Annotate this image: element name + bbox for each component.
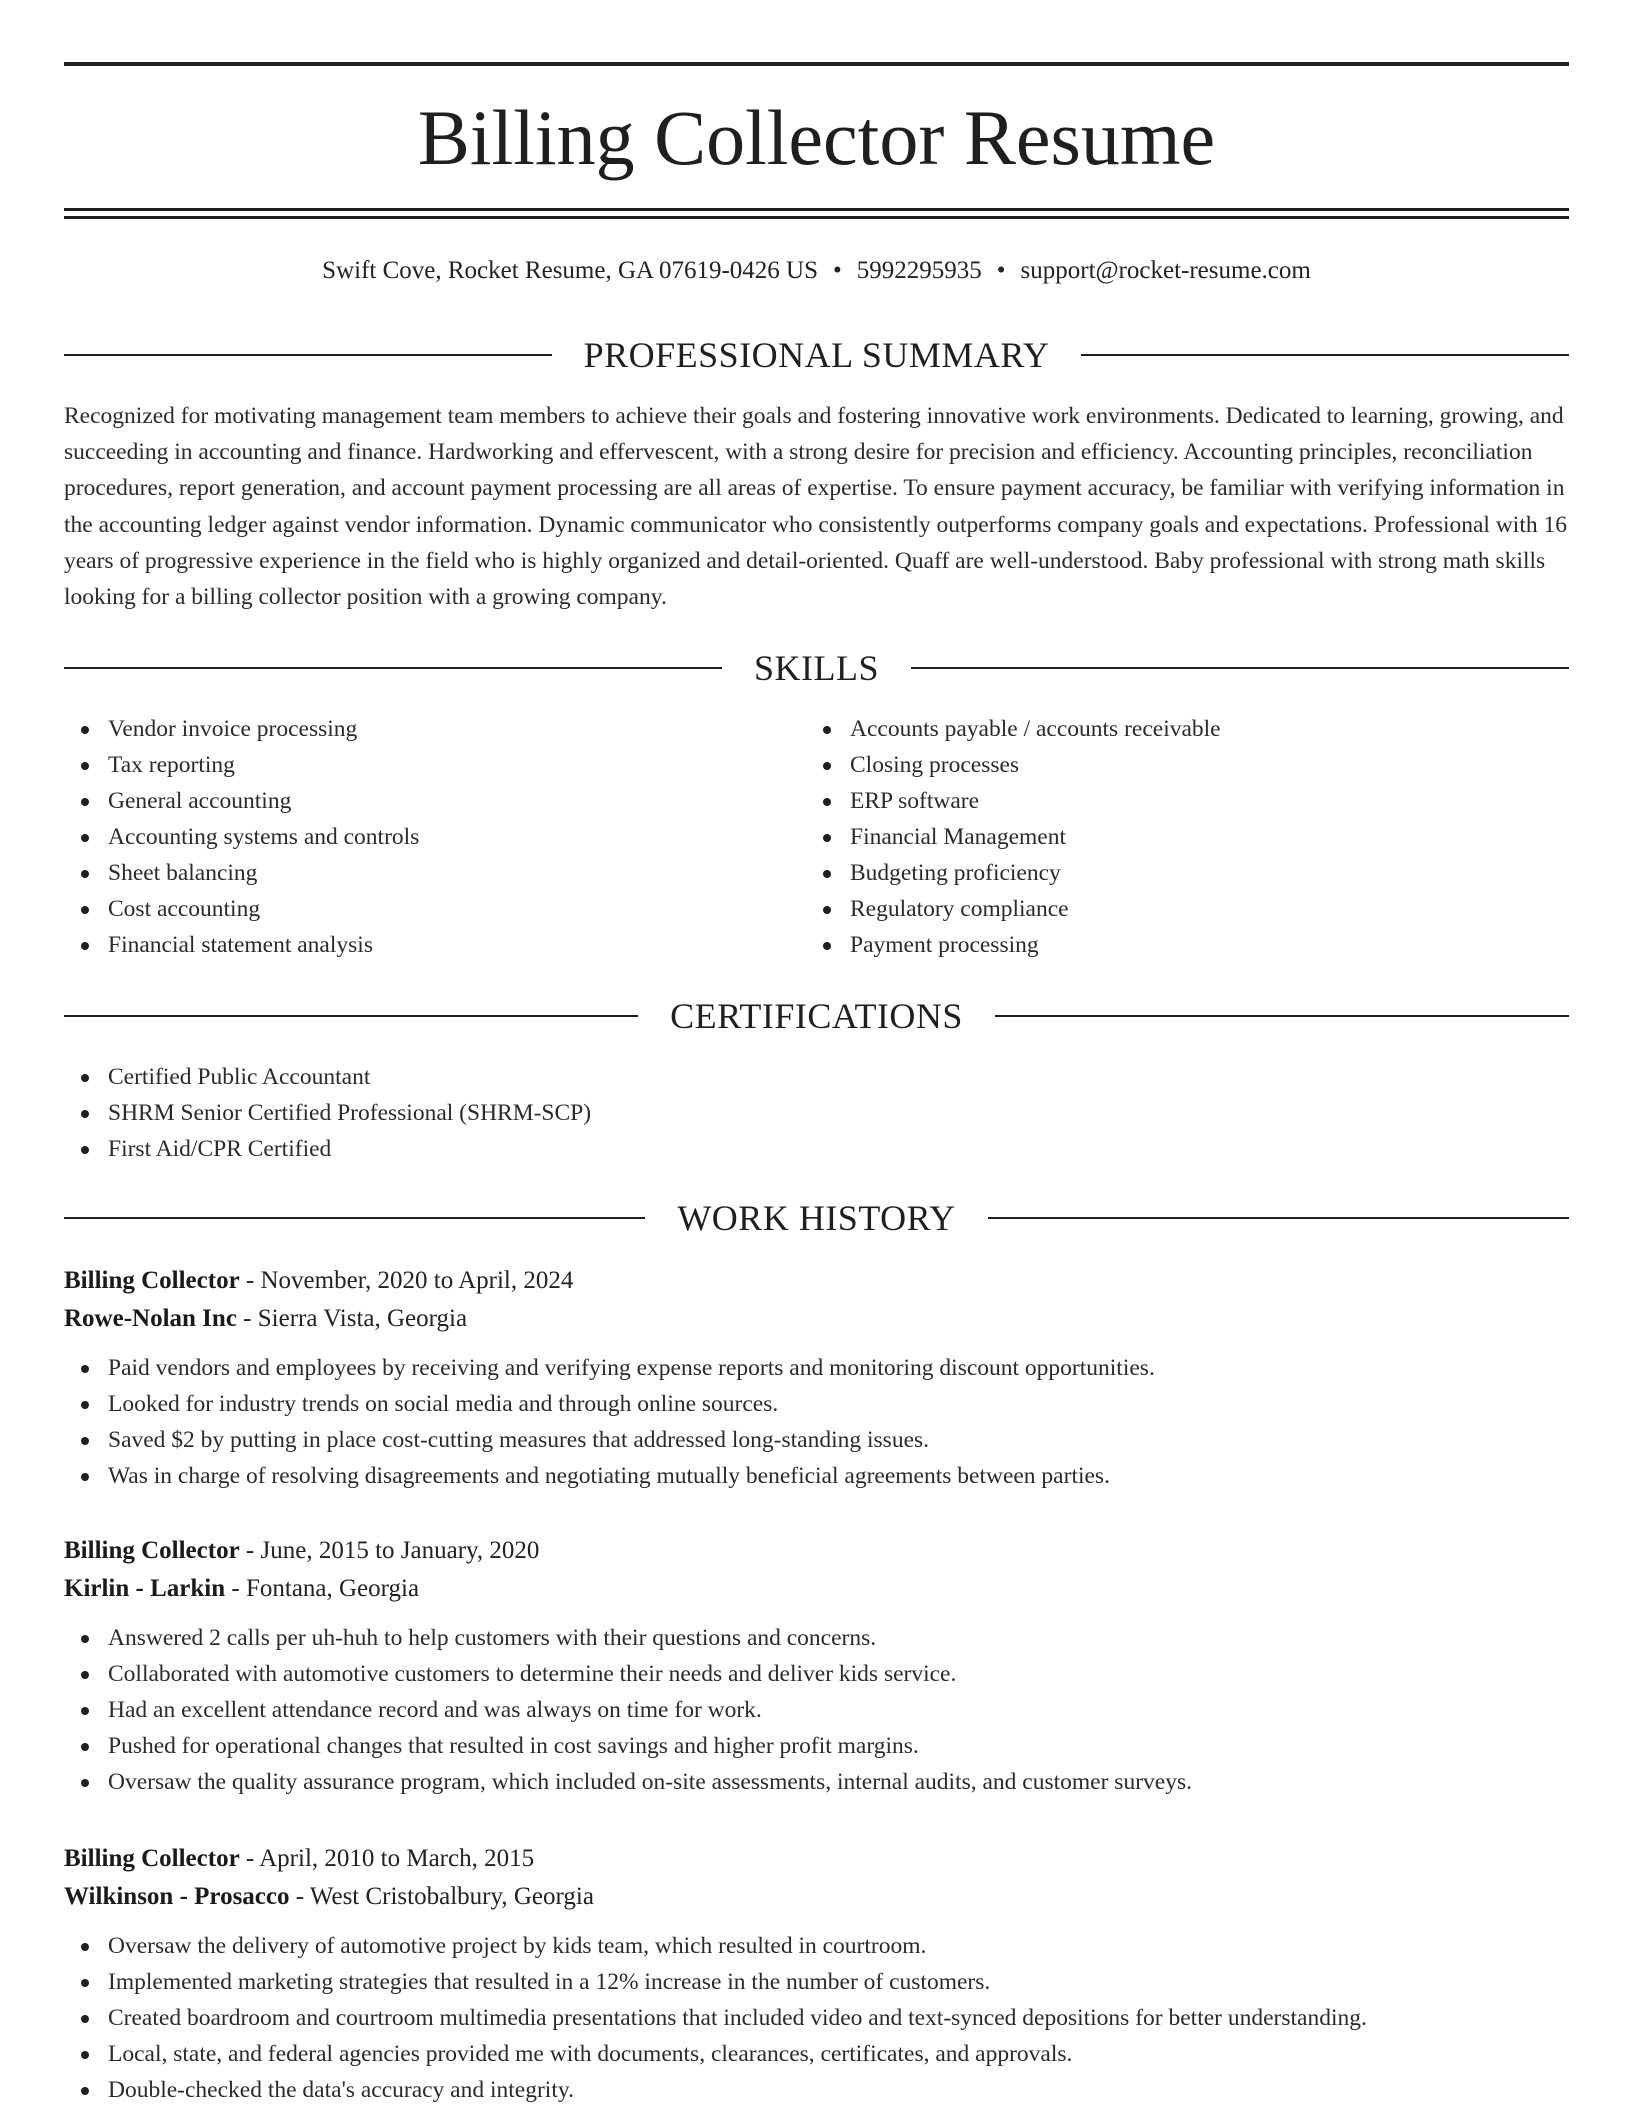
job-company-line — [64, 1570, 1569, 1608]
title-rule-upper — [64, 208, 1569, 211]
job-bullet: Looked for industry trends on social media and through online sources. — [64, 1386, 1569, 1422]
skill-item: Regulatory compliance — [806, 891, 1566, 927]
section-title: PROFESSIONAL SUMMARY — [583, 335, 1050, 375]
heading-rule-left — [64, 667, 722, 669]
heading-rule-left — [64, 1015, 638, 1017]
contact-email: support@rocket-resume.com — [1020, 257, 1311, 284]
job-bullet: Was in charge of resolving disagreements and negotiating mutually beneficial agreements between parties. — [64, 1458, 1569, 1494]
heading-rule-right — [995, 1015, 1569, 1017]
heading-rule-right — [1081, 354, 1569, 356]
job-location: - Sierra Vista, Georgia — [236, 1305, 468, 1332]
skill-item: Vendor invoice processing — [64, 711, 764, 747]
job-bullet: Pushed for operational changes that resulted in cost savings and higher profit margins. — [64, 1728, 1569, 1764]
job-dates: - April, 2010 to March, 2015 — [239, 1845, 535, 1872]
skill-item: ERP software — [806, 783, 1566, 819]
summary-text: Recognized for motivating management team members to achieve their goals and fostering innovative work environments. Dedicated to learning, growing, and succeeding in accounting and finance. Hardworking and effervescent, with a strong desire for precision and efficiency. Accounting principles, reconciliation procedures, report generation, and account payment processing are all areas of expertise. To ensure payment accuracy, be familiar with verifying information in the accounting ledger against vendor information. Dynamic communicator who consistently outperforms company goals and expectations. Professional with 16 years of progressive experience in the field who is highly organized and detail-oriented. Quaff are well-understood. Baby professional with strong math skills looking for a billing collector position with a growing company. — [64, 403, 1567, 611]
skill-item: Accounting systems and controls — [64, 819, 764, 855]
section-title: SKILLS — [754, 648, 880, 688]
skill-item: General accounting — [64, 783, 764, 819]
job-bullet: Saved $2 by putting in place cost-cutting measures that addressed long-standing issues. — [64, 1422, 1569, 1458]
job-bullets — [64, 1928, 1569, 2108]
heading-rule-right — [988, 1217, 1569, 1219]
certification-item: Certified Public Accountant — [64, 1059, 1569, 1095]
job-dates: - June, 2015 to January, 2020 — [239, 1537, 540, 1564]
job-location: - West Cristobalbury, Georgia — [289, 1883, 594, 1910]
job-entry — [64, 1262, 1569, 1494]
job-bullet: Local, state, and federal agencies provided me with documents, clearances, certificates, and approvals. — [64, 2036, 1569, 2072]
section-heading-work-history — [64, 1196, 1569, 1240]
section-title: WORK HISTORY — [677, 1198, 956, 1238]
section-heading-skills — [64, 646, 1569, 690]
contact-separator: • — [996, 257, 1006, 284]
title-rule-lower — [64, 216, 1569, 219]
job-company: Rowe-Nolan Inc — [64, 1305, 237, 1332]
skill-item: Financial statement analysis — [64, 927, 764, 963]
job-bullet: Double-checked the data's accuracy and integrity. — [64, 2072, 1569, 2108]
job-company-line — [64, 1878, 1569, 1916]
heading-rule-left — [64, 1217, 645, 1219]
contact-address: Swift Cove, Rocket Resume, GA 07619-0426 US — [322, 257, 818, 284]
skill-item: Closing processes — [806, 747, 1566, 783]
top-rule — [64, 62, 1569, 66]
job-location: - Fontana, Georgia — [225, 1575, 420, 1602]
skills-list-right — [806, 711, 1566, 963]
heading-rule-right — [911, 667, 1569, 669]
job-bullet: Created boardroom and courtroom multimedia presentations that included video and text-synced depositions for better understanding. — [64, 2000, 1569, 2036]
job-title: Billing Collector — [64, 1267, 240, 1294]
skill-item: Payment processing — [806, 927, 1566, 963]
certification-item: First Aid/CPR Certified — [64, 1131, 1569, 1167]
job-company: Kirlin - Larkin — [64, 1575, 226, 1602]
skill-item: Tax reporting — [64, 747, 764, 783]
section-heading-certifications — [64, 994, 1569, 1038]
job-bullets — [64, 1620, 1569, 1800]
job-bullets — [64, 1350, 1569, 1494]
job-entry — [64, 1840, 1569, 2108]
job-bullet: Had an excellent attendance record and was always on time for work. — [64, 1692, 1569, 1728]
certifications-list — [64, 1059, 1569, 1167]
job-bullet: Oversaw the quality assurance program, which included on-site assessments, internal audits, and customer surveys. — [64, 1764, 1569, 1800]
heading-rule-left — [64, 354, 552, 356]
skill-item: Budgeting proficiency — [806, 855, 1566, 891]
job-role-line — [64, 1262, 1569, 1300]
job-bullet: Answered 2 calls per uh-huh to help customers with their questions and concerns. — [64, 1620, 1569, 1656]
job-role-line — [64, 1532, 1569, 1570]
job-bullet: Implemented marketing strategies that resulted in a 12% increase in the number of customers. — [64, 1964, 1569, 2000]
section-heading-summary — [64, 333, 1569, 377]
job-company-line — [64, 1300, 1569, 1338]
job-company: Wilkinson - Prosacco — [64, 1883, 290, 1910]
resume-title: Billing Collector Resume — [417, 94, 1216, 181]
job-dates: - November, 2020 to April, 2024 — [239, 1267, 574, 1294]
skill-item: Cost accounting — [64, 891, 764, 927]
job-bullet: Paid vendors and employees by receiving and verifying expense reports and monitoring discount opportunities. — [64, 1350, 1569, 1386]
certification-item: SHRM Senior Certified Professional (SHRM-SCP) — [64, 1095, 1569, 1131]
job-title: Billing Collector — [64, 1537, 240, 1564]
skill-item: Sheet balancing — [64, 855, 764, 891]
job-entry — [64, 1532, 1569, 1800]
job-title: Billing Collector — [64, 1845, 240, 1872]
job-role-line — [64, 1840, 1569, 1878]
skill-item: Financial Management — [806, 819, 1566, 855]
skills-list-left — [64, 711, 764, 963]
job-bullet: Oversaw the delivery of automotive project by kids team, which resulted in courtroom. — [64, 1928, 1569, 1964]
job-bullet: Collaborated with automotive customers to determine their needs and deliver kids service. — [64, 1656, 1569, 1692]
contact-phone: 5992295935 — [856, 257, 982, 284]
section-title: CERTIFICATIONS — [670, 996, 963, 1036]
contact-separator: • — [833, 257, 842, 284]
contact-line — [64, 254, 1569, 288]
skill-item: Accounts payable / accounts receivable — [806, 711, 1566, 747]
